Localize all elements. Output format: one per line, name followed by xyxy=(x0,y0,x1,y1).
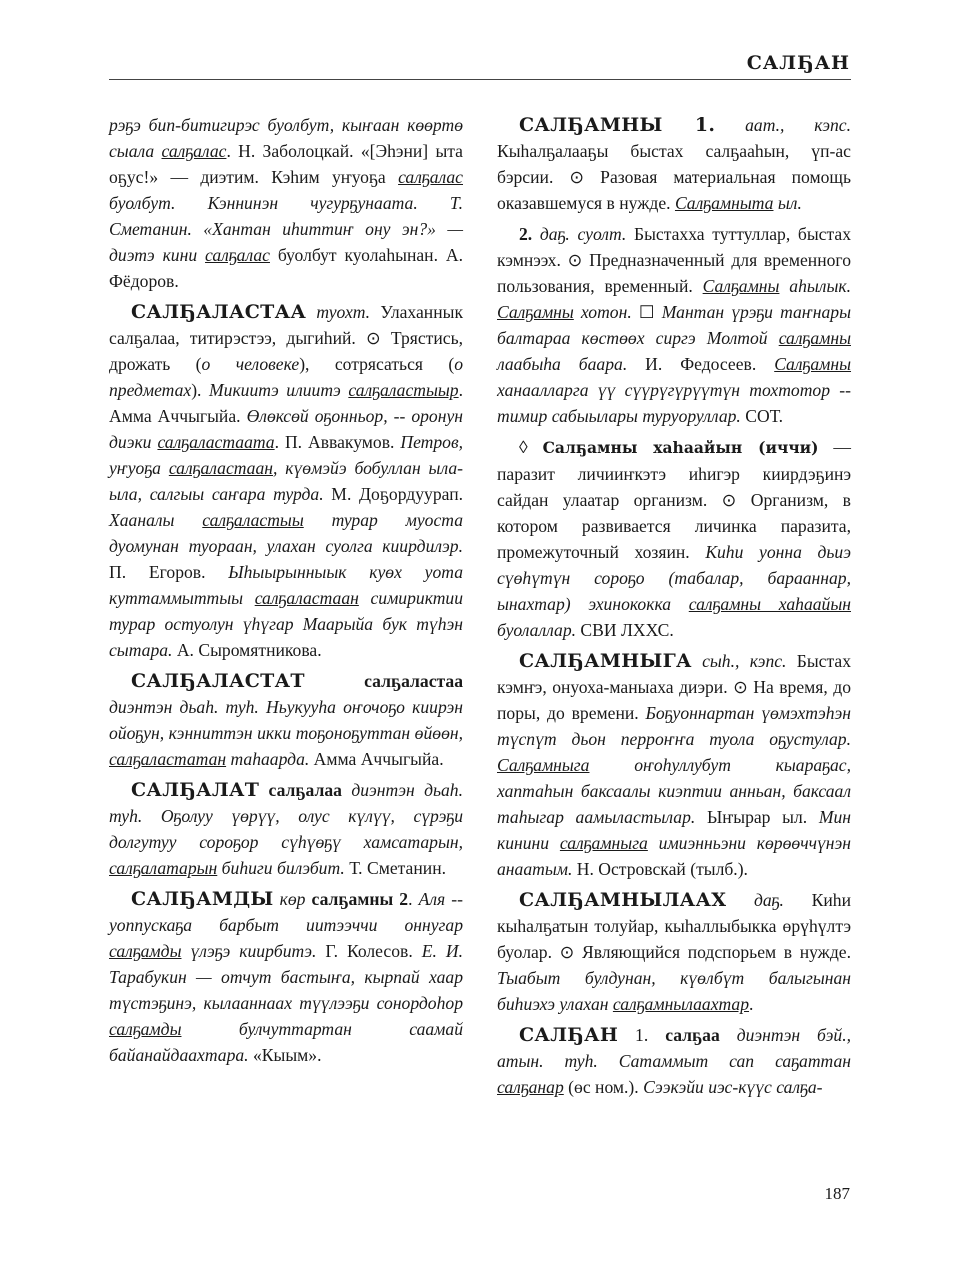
entry-salgamny-2: 2. даҕ. суолт. Быстахха туттуллар, быстах кэмнээх. ⊙ Предназначенный для временного пользования, временный. Салҕамны аһылык. Салҕамны хотон. ☐ Мантан үрэҕи таҥнары балтараа көстөөх сиргэ Молтой салҕамны лаабыһа баара. И. Федосеев. Салҕамны ханаалларга үү сүүрүгүрүүтүн тохтотор -- тимир сабыылары туруоруллар. СОТ. xyxy=(497,224,852,426)
running-head: САЛҔАН xyxy=(746,52,850,74)
page-number: 187 xyxy=(824,1184,850,1203)
headword: САЛҔАМНЫГА xyxy=(519,650,692,672)
left-column xyxy=(109,112,463,1068)
entry-salgalat: САЛҔАЛАТ салҕалаа диэнтэн дьаһ. туһ. Оҕолуу үөрүү, олус күлүү, сүрэҕи долгутуу сороҕор сүһүөҕү хамсатарын, салҕалатарын биһиги билэбит. Т. Сметанин. xyxy=(109,779,463,878)
diamond-icon: ◊ xyxy=(519,437,543,457)
entry-continuation: рэҕэ бип-битигирэс буолбут, кыҥаан көөртө сыала салҕалас. Н. Заболоцкай. «[Эһэни] ыта оҕус!» — диэтим. Кэһим уҥуоҕа салҕалас буолбут. Кэннинэн чугурҕунаата. Т. Сметанин. «Хантан иһиттиҥ ону эн?» — диэтэ кини салҕалас буолбут куолаһынан. А. Фёдоров. xyxy=(109,115,463,291)
entry-salgamnyga: САЛҔАМНЫГА сыһ., кэпс. Быстах кэмҥэ, онуоха-маныаха диэри. ⊙ На время, до поры, до времени. Боҕуоннартан үөмэхтэһэн түспүт дьон перроҥҥа туола оҕустулар. Салҕамныга оҥоһуллубут кыараҕас, хаптаһын баксаалы киэптии анньан, баксаал таһыгар аамыластылар. Ыҥырар ыл. Мин кинини салҕамныга имиэнньэни көрөөччүнэн анаатым. Н. Островскай (тылб.). xyxy=(497,650,851,879)
entry-salgamdy: САЛҔАМДЫ көр салҕамны 2. Аля -- уоппускаҕа барбыт иитээччи оннугар салҕамды үлэҕэ киирбитэ. Г. Колесов. Е. И. Тарабукин — отчут бастыҥа, кырпай хаар түстэҕинэ, кылааннаах түүлээҕи сонордоһор салҕамды булчуттартан саамай байанайдаахтара. «Кыым». xyxy=(109,888,464,1065)
entry-salgalastaa: САЛҔАЛАСТАА туохт. Улаханнык салҕалаа, титирэстээ, дыгиһий. ⊙ Трястись, дрожать (о человеке), сотрясаться (о предметах). Микиитэ илиитэ салҕаластыыр. Амма Аччыгыйа. Өлөксөй оҕонньор, -- оронун диэки салҕаластаата. П. Аввакумов. Петров, уҥуоҕа салҕаластаан, күөмэйэ бобуллан ыла-ыла, салгыы саҥара турда. М. Доҕордуурап. Хаанaлы салҕаластыы турар муоста дуомунан туораан, улахан суолга киирдилэр. П. Егоров. Ыһыырынныык куөх уота куттаммыттыы салҕаластаан симириктии турар остуолун үһүгар Маарыйа бук түһэн сытара. А. Сыромятникова. xyxy=(109,301,464,660)
right-column xyxy=(497,112,851,1100)
headword: САЛҔАЛАСТАТ xyxy=(131,670,305,692)
header-rule xyxy=(109,79,851,80)
entry-salgalastat: САЛҔАЛАСТАТ салҕаластаа диэнтэн дьаһ. туһ. Ньукууһа оҥочоҕо киирэн ойоҕун, кэнниттэн икки тоҕоноҕуттан өйөөн, салҕаластатан таһаарда. Амма Аччыгыйа. xyxy=(109,670,463,769)
sense-number: 2. xyxy=(519,224,533,244)
headword: САЛҔАМНЫЛААХ xyxy=(519,889,727,911)
headword: САЛҔАЛАСТАА xyxy=(131,301,307,323)
headword: САЛҔАМНЫ 1. xyxy=(519,114,716,136)
headword: САЛҔАЛАТ xyxy=(131,779,260,801)
phrase-salgamny-hahaayyn: ◊ Салҕамны хаһаайын (иччи) — паразит личииҥкэтэ иһигэр киирдэҕинэ сайдан улаатар организм. ⊙ Организм, в котором развивается личинка паразита, промежуточный хозяин. Киһи уонна дьиэ сүөһүтүн сороҕо (табалар, барааннар, ынахтар) эхинококка салҕамны хаһаайын буолаллар. СВИ ЛХХС. xyxy=(497,437,851,640)
headword: САЛҔАМДЫ xyxy=(131,888,274,910)
cross-reference-link[interactable]: салҕамны 2 xyxy=(311,889,409,909)
square-bullet-icon: ☐ xyxy=(638,302,655,322)
entry-salgan: САЛҔАН 1. салҕаа диэнтэн бэй., атын. туһ. Сатаммыт сап саҕаттан салҕанар (өс ном.). Сээкэйи иэс-күүс салҕа- xyxy=(497,1024,851,1097)
headword: САЛҔАН xyxy=(519,1024,619,1046)
entry-salgamny-1: САЛҔАМНЫ 1. аат., кэпс. Кыһалҕалааҕы быстах салҕааһын, үп-ас бэрсии. ⊙ Разовая материальная помощь оказавшемуся в нужде. Салҕамныта ыл. xyxy=(497,114,851,213)
cross-reference-link[interactable]: салҕаа xyxy=(665,1025,720,1045)
entry-salgamnylaah: САЛҔАМНЫЛААХ даҕ. Киһи кыһалҕатын толуйар, кыһаллыбыкка өрүһүлтэ буолар. ⊙ Являющийся подспорьем в нужде. Тыабыт булдунан, күөлбүт балыгынан биһиэхэ улахан салҕамнылаахтар. xyxy=(497,889,851,1014)
